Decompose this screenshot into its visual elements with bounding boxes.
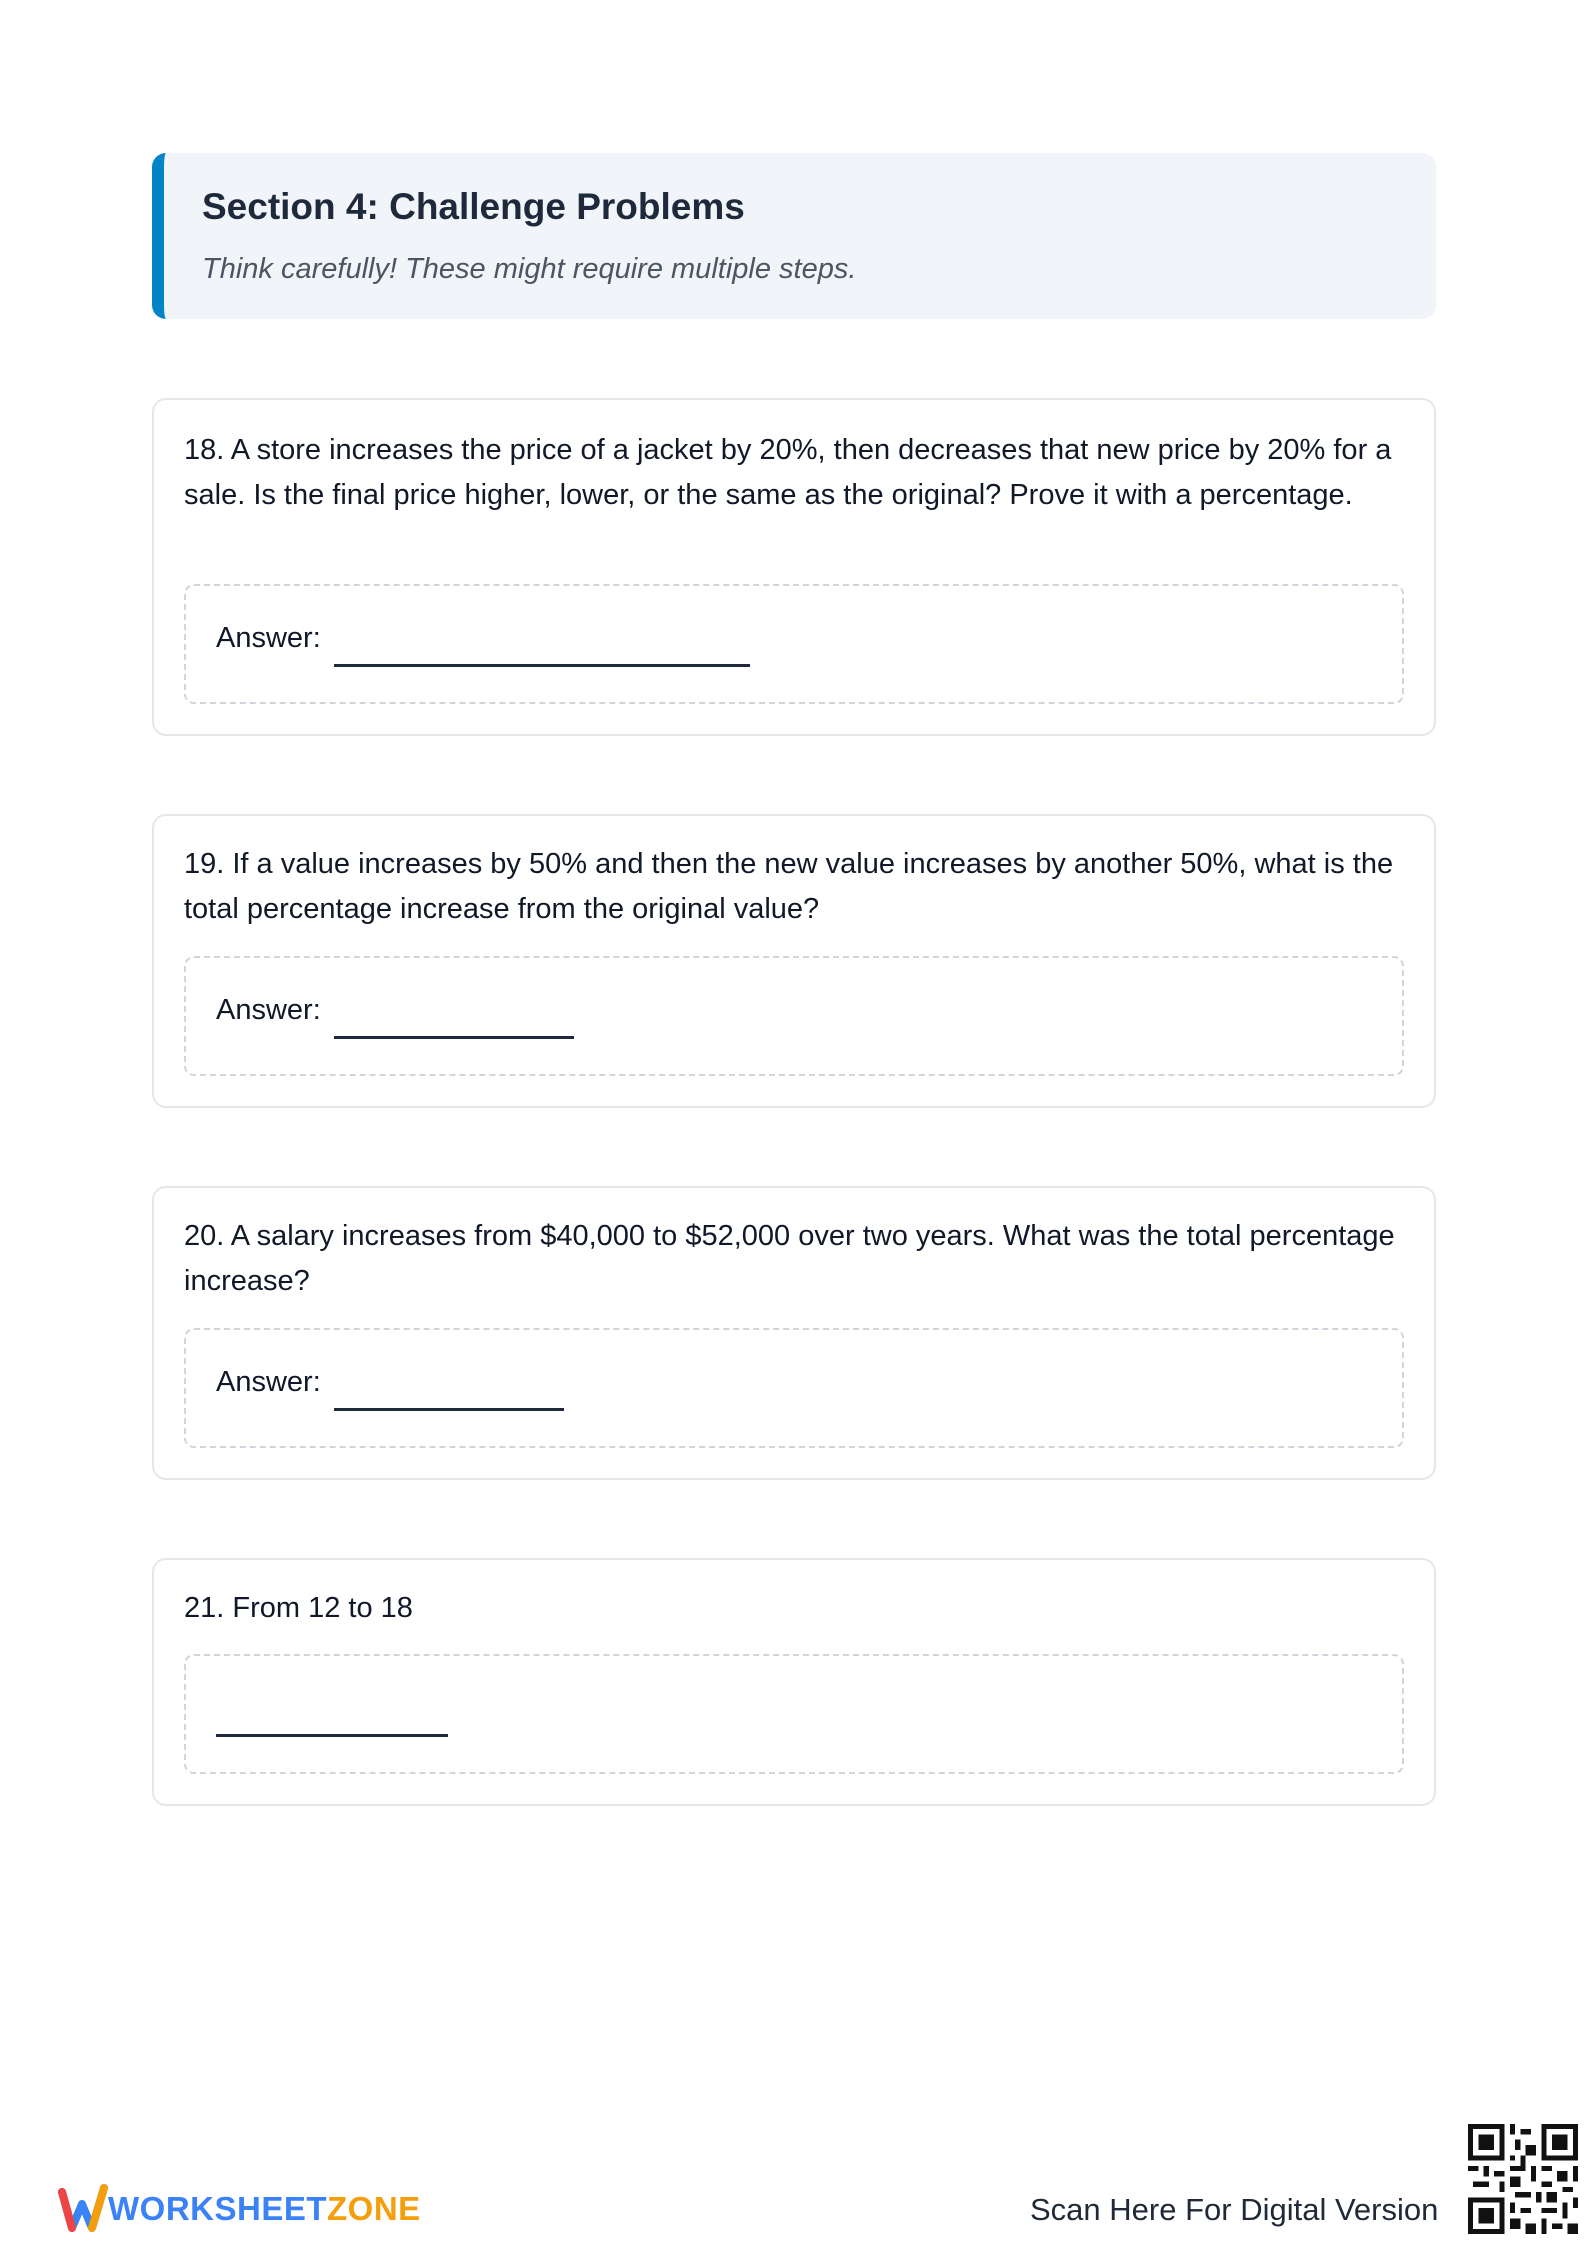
question-card-18 (152, 398, 1436, 736)
qr-code-icon[interactable] (1468, 2124, 1578, 2234)
question-text: 18. A store increases the price of a jacket by 20%, then decreases that new price by 20% for a sale. Is the final price higher, lower, or the same as the original? Prove it with a percentage. (184, 434, 1392, 511)
brand-name-first: WORKSHEET (108, 2190, 327, 2227)
worksheetzone-logo-icon (58, 2182, 108, 2238)
section-header (152, 153, 1436, 319)
answer-line[interactable] (334, 1036, 574, 1039)
question-card-20 (152, 1186, 1436, 1480)
answer-line[interactable] (334, 1408, 564, 1411)
answer-box[interactable] (184, 1328, 1404, 1448)
answer-label: Answer: (216, 994, 321, 1026)
answer-box[interactable] (184, 956, 1404, 1076)
question-card-21 (152, 1558, 1436, 1806)
question-text: 21. From 12 to 18 (184, 1592, 413, 1624)
section-title: Section 4: Challenge Problems (202, 186, 745, 227)
brand-name (108, 2190, 421, 2228)
answer-label: Answer: (216, 622, 321, 654)
scan-text: Scan Here For Digital Version (1030, 2192, 1439, 2227)
question-card-19 (152, 814, 1436, 1108)
question-text: 20. A salary increases from $40,000 to $52,000 over two years. What was the total percentage increase? (184, 1220, 1395, 1297)
answer-line[interactable] (334, 664, 750, 667)
question-text: 19. If a value increases by 50% and then the new value increases by another 50%, what is the total percentage increase from the original value? (184, 848, 1394, 925)
section-subtitle: Think carefully! These might require multiple steps. (202, 253, 857, 286)
answer-box[interactable] (184, 584, 1404, 704)
answer-line[interactable] (216, 1734, 448, 1737)
answer-label: Answer: (216, 1366, 321, 1398)
answer-box[interactable] (184, 1654, 1404, 1774)
brand-name-second: ZONE (327, 2190, 421, 2227)
